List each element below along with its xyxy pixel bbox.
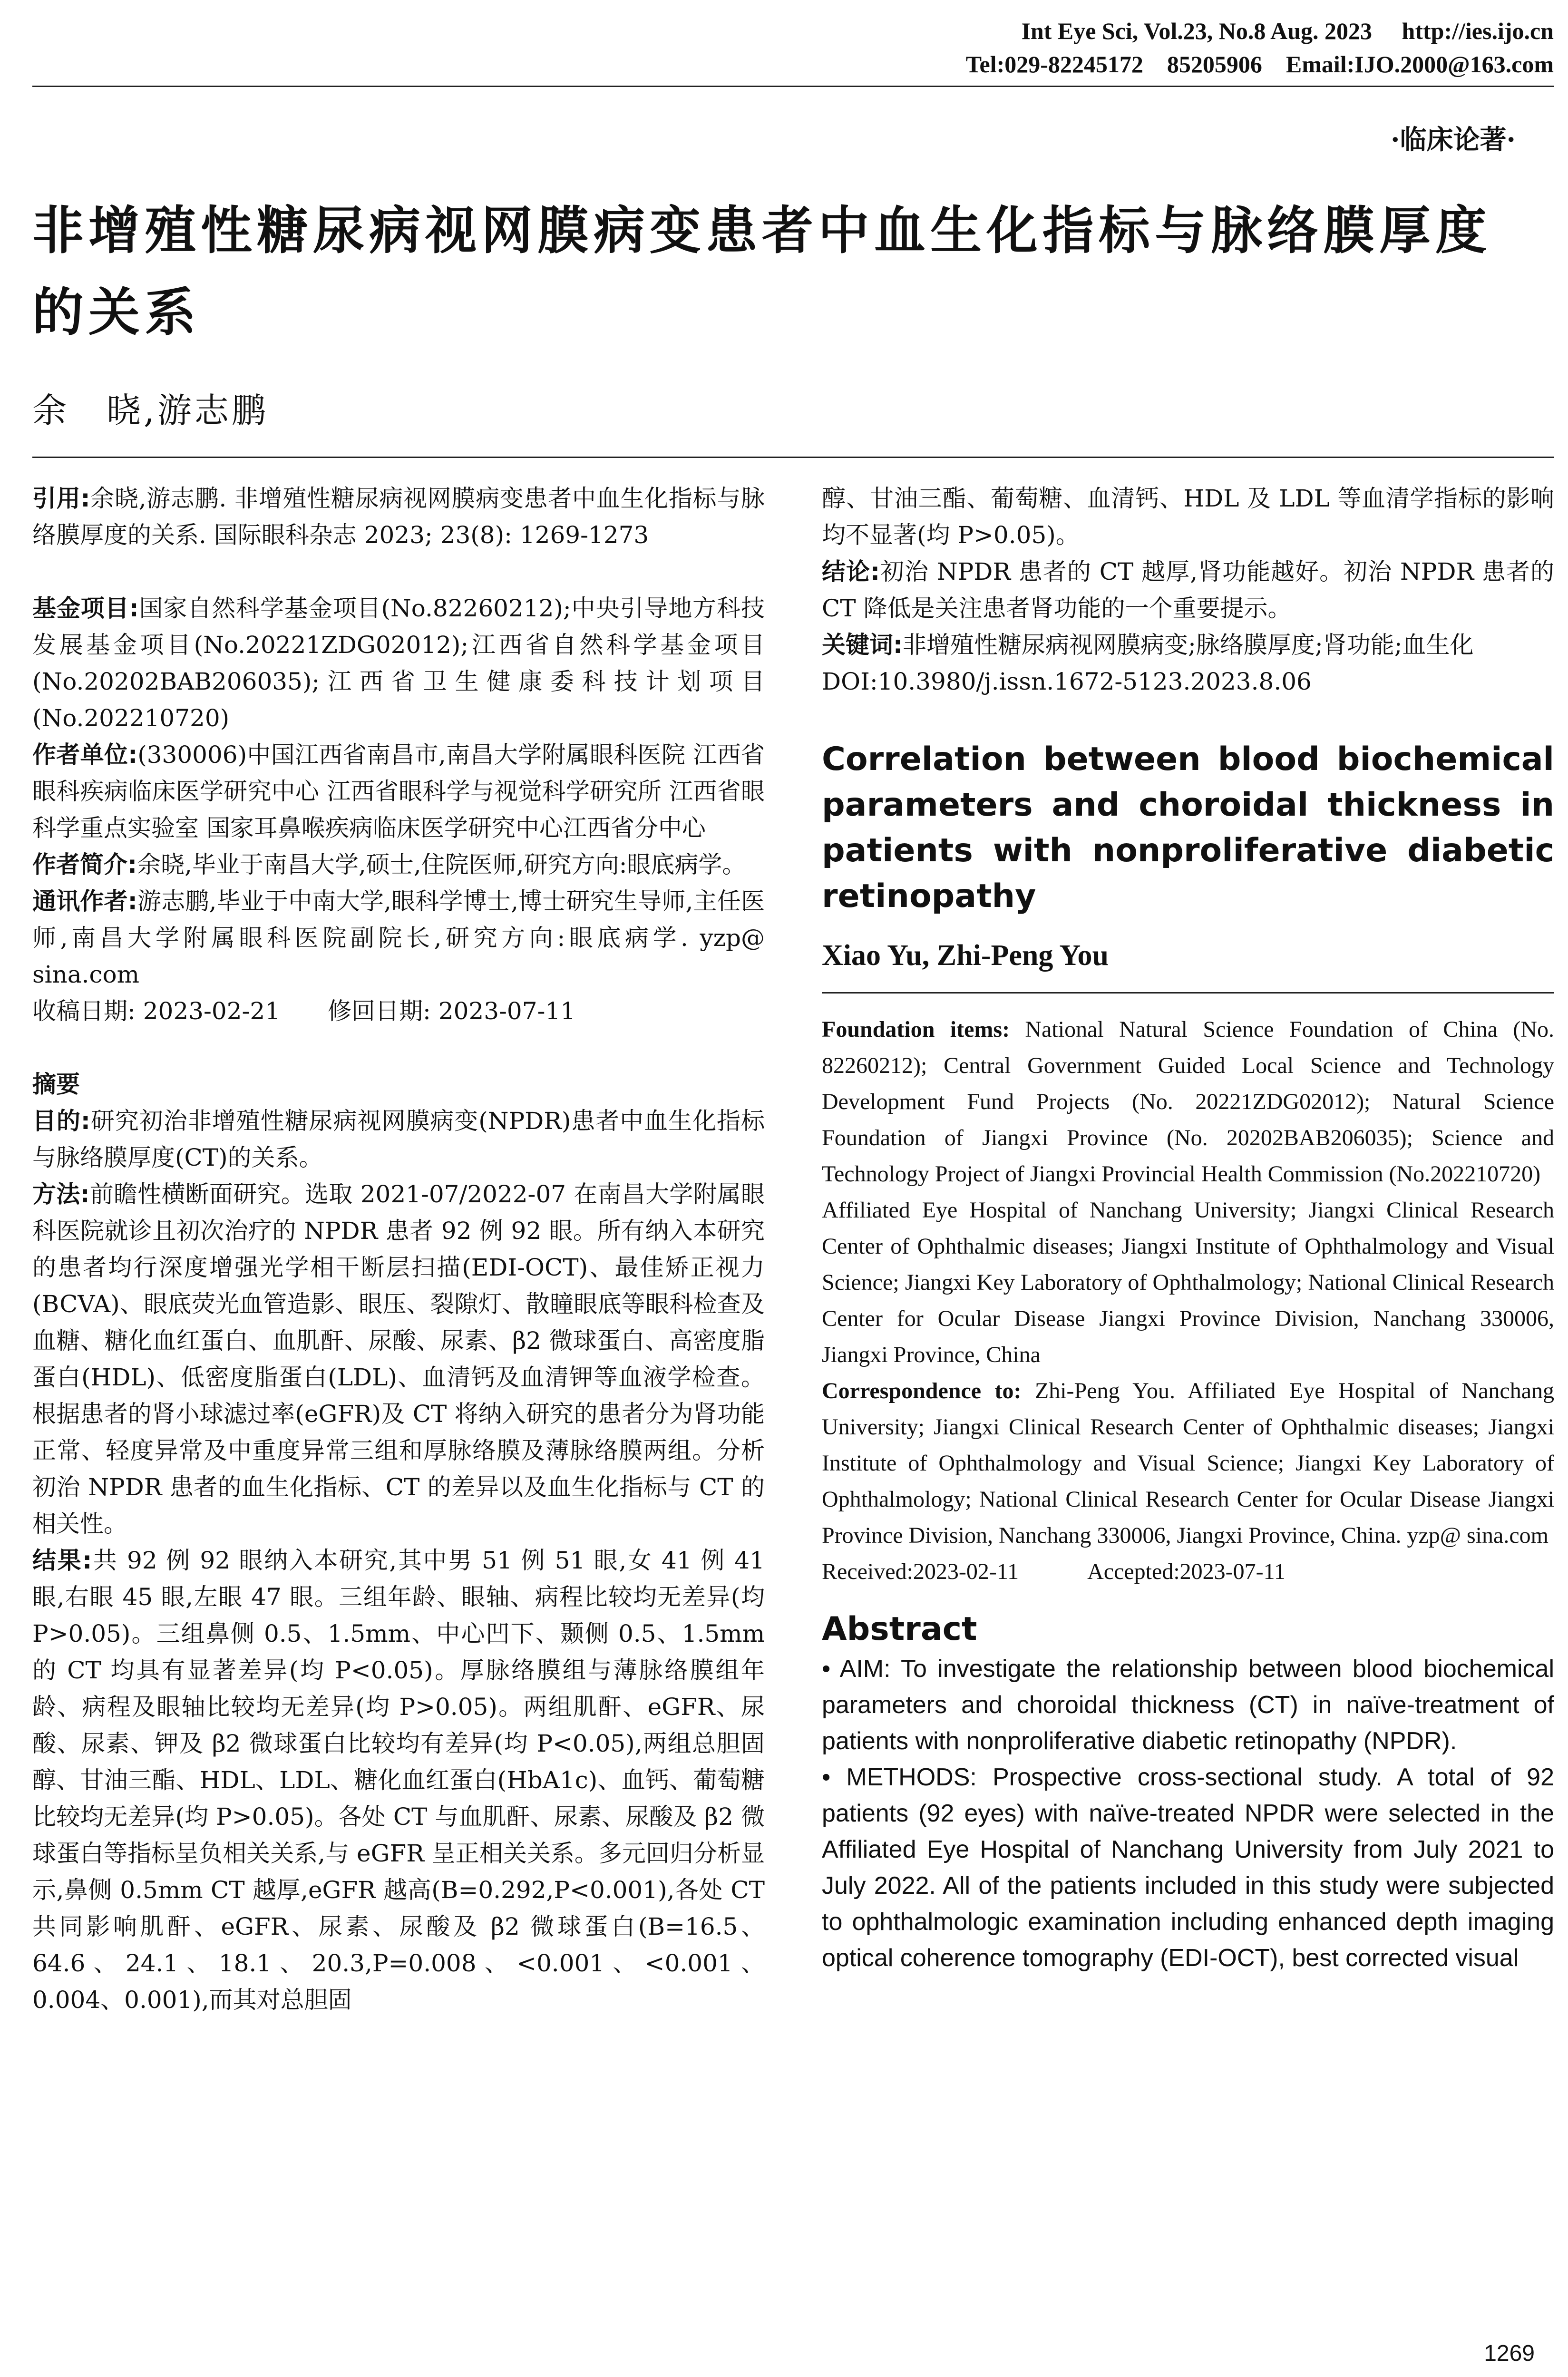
result-label-cn: 结果: <box>32 1547 92 1574</box>
foundation-en <box>822 1012 1554 1192</box>
aim-cn <box>32 1103 765 1176</box>
aim-text-en: To investigate the relationship between blood biochemical parameters and choroidal thickness (CT) in naïve-treatment of patients with nonproliferative diabetic retinopathy (NPDR). <box>822 1655 1554 1755</box>
concl-text-cn: 初治 NPDR 患者的 CT 越厚,肾功能越好。初治 NPDR 患者的 CT 降低是关注患者肾功能的一个重要提示。 <box>822 558 1554 622</box>
aim-en <box>822 1651 1554 1759</box>
method-text-cn: 前瞻性横断面研究。选取 2021-07/2022-07 在南昌大学附属眼科医院就诊且初次治疗的 NPDR 患者 92 例 92 眼。所有纳入本研究的患者均行深度增强光学相干断层扫描(EDI-OCT)、最佳矫正视力(BCVA)、眼底荧光血管造影、眼压、裂隙灯、散瞳眼底等眼科检查及血糖、糖化血红蛋白、血肌酐、尿酸、尿素、β2 微球蛋白、高密度脂蛋白(HDL)、低密度脂蛋白(LDL)、血清钙及血清钾等血液学检查。根据患者的肾小球滤过率(eGFR)及 CT 将纳入研究的患者分为肾功能正常、轻度异常及中重度异常三组和厚脉络膜及薄脉络膜两组。分析初治 NPDR 患者的血生化指标、CT 的差异以及血生化指标与 CT 的相关性。 <box>32 1180 765 1538</box>
result-cn <box>32 1542 765 2018</box>
dates-en: Received:2023-02-11 Accepted:2023-07-11 <box>822 1559 1286 1584</box>
journal-line: Int Eye Sci, Vol.23, No.8 Aug. 2023 http://ies.ijo.cn <box>1021 18 1554 44</box>
kw-label-cn: 关键词: <box>822 631 903 659</box>
abstract-head-en: Abstract <box>822 1610 977 1648</box>
authors-en: Xiao Yu, Zhi-Peng You <box>822 939 1109 972</box>
fund-label: 基金项目: <box>32 594 139 622</box>
method-cn <box>32 1176 765 1542</box>
corr-label-en: Correspondence to: <box>822 1378 1022 1403</box>
corresponding-author <box>32 883 765 993</box>
method-label-cn: 方法: <box>32 1180 90 1208</box>
dates-cn: 收稿日期: 2023-02-21 修回日期: 2023-07-11 <box>32 997 576 1025</box>
affiliation-en: Affiliated Eye Hospital of Nanchang University; Jiangxi Clinical Research Center of Ophthalmic diseases; Jiangxi Institute of Ophthalmology and Visual Science; Jiangxi Key Laboratory of Ophthalmology; National Clinical Research Center for Ocular Disease Jiangxi Province Division, Nanchang 330006, Jiangxi Province, China <box>822 1198 1554 1367</box>
unit-label: 作者单位: <box>32 741 138 769</box>
found-text-en: National Natural Science Foundation of China (No. 82260212); Central Government Guided Local Science and Technology Development Fund Projects (No. 20221ZDG02012); Natural Science Foundation of Jiangxi Province (No. 20202BAB206035); Science and Technology Project of Jiangxi Provincial Health Commission (No.202210720) <box>822 1017 1554 1187</box>
corr-text-en: Zhi-Peng You. Affiliated Eye Hospital of Nanchang University; Jiangxi Clinical Research Center of Ophthalmic diseases; Jiangxi Institute of Ophthalmology and Visual Science; Jiangxi Key Laboratory of Ophthalmology; National Clinical Research Center for Ocular Disease Jiangxi Province Division, Nanchang 330006, Jiangxi Province, China. yzp@ sina.com <box>822 1378 1554 1548</box>
aim-label-cn: 目的: <box>32 1107 90 1135</box>
abstract-head-cn: 摘要 <box>32 1071 80 1098</box>
author-bio <box>32 847 765 883</box>
result-text-cn: 共 92 例 92 眼纳入本研究,其中男 51 例 51 眼,女 41 例 41 眼,右眼 45 眼,左眼 47 眼。三组年龄、眼轴、病程比较均无差异(均 P>0.05)。三组鼻侧 0.5、1.5mm、中心凹下、颞侧 0.5、1.5mm 的 CT 均具有显著差异(均 P<0.05)。厚脉络膜组与薄脉络膜组年龄、病程及眼轴比较均无差异(均 P>0.05)。两组肌酐、eGFR、尿酸、尿素、钾及 β2 微球蛋白比较均有差异(均 P<0.05),两组总胆固醇、甘油三酯、HDL、LDL、糖化血红蛋白(HbA1c)、血钙、葡萄糖比较均无差异(均 P>0.05)。各处 CT 与血肌酐、尿素、尿酸及 β2 微球蛋白等指标呈负相关关系,与 eGFR 呈正相关关系。多元回归分析显示,鼻侧 0.5mm CT 越厚,eGFR 越高(B=0.292,P<0.001),各处 CT 共同影响肌酐、eGFR、尿素、尿酸及 β2 微球蛋白(B=16.5、64.6、24.1、18.1、20.3,P=0.008、<0.001、<0.001、0.004、0.001),而其对总胆固 <box>32 1547 765 2014</box>
doi: DOI:10.3980/j.issn.1672-5123.2023.8.06 <box>822 668 1312 695</box>
header-rule <box>32 86 1554 87</box>
abstract-en <box>822 1651 1554 1976</box>
conclusion-cn <box>822 554 1554 627</box>
journal-header <box>966 14 1554 81</box>
en-front-matter <box>822 1012 1554 1590</box>
kw-text-cn: 非增殖性糖尿病视网膜病变;脉络膜厚度;肾功能;血生化 <box>903 631 1474 659</box>
corr-text: 游志鹏,毕业于中南大学,眼科学博士,博士研究生导师,主任医师,南昌大学附属眼科医院副院长,研究方向:眼底病学. yzp@ sina.com <box>32 887 765 988</box>
contact-line: Tel:029-82245172 85205906 Email:IJO.2000@163.com <box>965 51 1554 78</box>
found-label-en: Foundation items: <box>822 1017 1010 1042</box>
author-unit <box>32 737 765 847</box>
correspondence-en <box>822 1373 1554 1554</box>
citation-text: 余晓,游志鹏. 非增殖性糖尿病视网膜病变患者中血生化指标与脉络膜厚度的关系. 国际眼科杂志 2023; 23(8): 1269-1273 <box>32 485 765 549</box>
unit-text: (330006)中国江西省南昌市,南昌大学附属眼科医院 江西省眼科疾病临床医学研究中心 江西省眼科学与视觉科学研究所 江西省眼科学重点实验室 国家耳鼻喉疾病临床医学研究中心江西省分中心 <box>32 741 765 842</box>
left-column <box>32 480 765 2018</box>
methods-text-en: Prospective cross-sectional study. A total of 92 patients (92 eyes) with naïve-treated NPDR were selected in the Affiliated Eye Hospital of Nanchang University from July 2021 to July 2022. All of the patients included in this study were subjected to ophthalmologic examination including enhanced depth imaging optical coherence tomography (EDI-OCT), best corrected visual <box>822 1763 1555 1972</box>
authors-cn: 余 晓,游志鹏 <box>32 390 269 430</box>
concl-label-cn: 结论: <box>822 558 880 585</box>
methods-en <box>822 1759 1554 1976</box>
fund-text: 国家自然科学基金项目(No.82260212);中央引导地方科技发展基金项目(No.20221ZDG02012);江西省自然科学基金项目(No.20202BAB206035);江西省卫生健康委科技计划项目(No.202210720) <box>32 594 765 732</box>
section-tag: ·临床论著· <box>1391 124 1516 156</box>
page-number: 1269 <box>1484 2341 1535 2366</box>
aim-text-cn: 研究初治非增殖性糖尿病视网膜病变(NPDR)患者中血生化指标与脉络膜厚度(CT)的关系。 <box>32 1107 765 1171</box>
article-title-cn: 非增殖性糖尿病视网膜病变患者中血生化指标与脉络膜厚度的关系 <box>32 201 1492 342</box>
bio-text: 余晓,毕业于南昌大学,硕士,住院医师,研究方向:眼底病学。 <box>137 851 746 878</box>
article-title-en: Correlation between blood biochemical parameters and choroidal thickness in patients with nonproliferative diabetic retinopathy <box>822 740 1554 915</box>
corr-label: 通讯作者: <box>32 887 137 915</box>
citation-label: 引用: <box>32 485 90 512</box>
fund <box>32 590 765 737</box>
methods-label-en: • METHODS: <box>822 1763 977 1791</box>
aim-label-en: • AIM: <box>822 1655 891 1683</box>
citation <box>32 480 765 554</box>
result-cont-cn: 醇、甘油三酯、葡萄糖、血清钙、HDL 及 LDL 等血清学指标的影响均不显著(均 P>0.05)。 <box>822 485 1554 549</box>
keywords-cn <box>822 627 1554 663</box>
right-column <box>822 480 1554 1976</box>
bio-label: 作者简介: <box>32 851 137 878</box>
title-rule <box>32 457 1554 458</box>
